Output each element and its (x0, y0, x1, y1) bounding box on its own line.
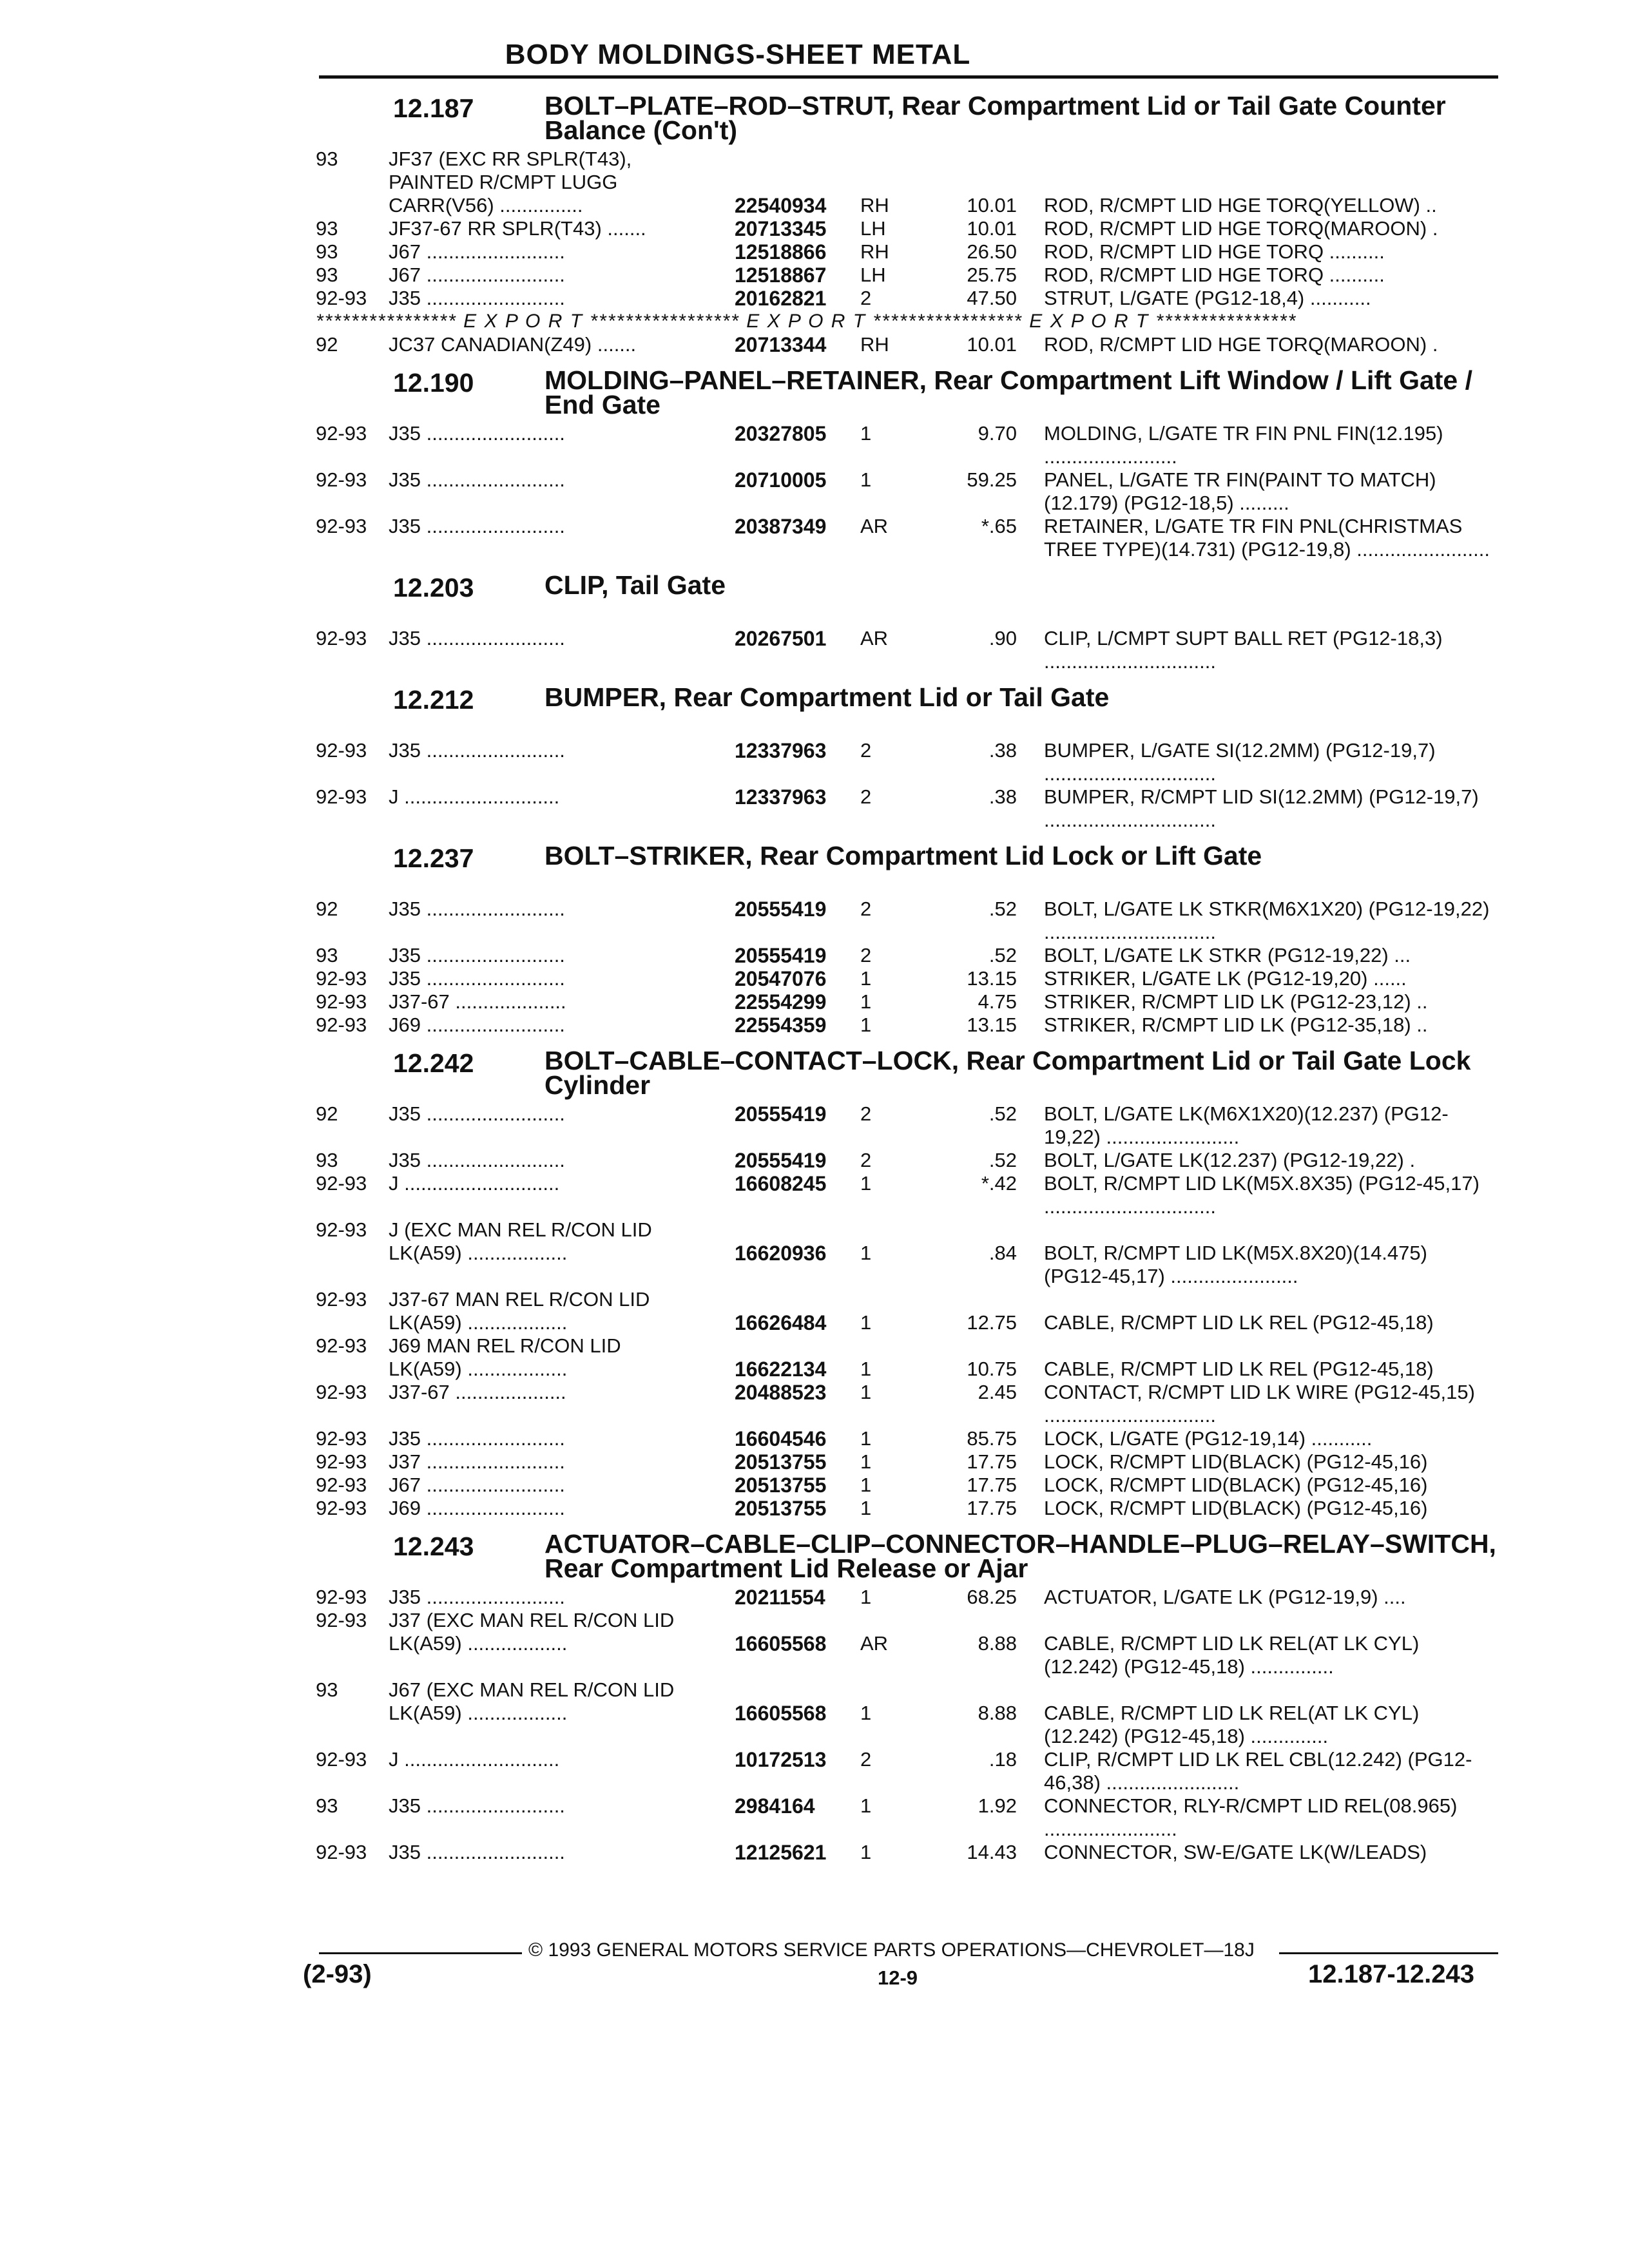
price: .38 (988, 739, 1017, 762)
quantity: 2 (860, 785, 872, 808)
quantity: 1 (860, 1427, 872, 1450)
quantity: 2 (860, 944, 872, 966)
vehicle-usage: J35 ......................... (389, 898, 565, 920)
vehicle-usage: J69 MAN REL R/CON LID LK(A59) .................. (389, 1334, 621, 1380)
footer-rule-left (319, 1952, 522, 1954)
model-year: 93 (316, 1149, 338, 1171)
quantity: 1 (860, 468, 872, 491)
part-description: LOCK, L/GATE (PG12-19,14) ........... (1044, 1427, 1373, 1450)
quantity: 1 (860, 1702, 872, 1724)
part-description: BOLT, L/GATE LK(12.237) (PG12-19,22) . (1044, 1149, 1416, 1171)
model-year: 92-93 (316, 1497, 367, 1519)
part-number: 20710005 (735, 468, 827, 492)
price: 26.50 (967, 240, 1017, 263)
price: .38 (988, 785, 1017, 808)
vehicle-usage: J37 ......................... (389, 1450, 565, 1473)
part-row (0, 1014, 1629, 1037)
part-number: 16620936 (735, 1242, 827, 1265)
model-year: 92-93 (316, 785, 367, 808)
part-number: 22554299 (735, 990, 827, 1014)
quantity: 1 (860, 1358, 872, 1380)
vehicle-usage: J69 ......................... (389, 1497, 565, 1519)
price: 17.75 (967, 1474, 1017, 1496)
model-year: 92-93 (316, 1381, 367, 1403)
part-row (0, 1334, 1629, 1381)
price: 47.50 (967, 287, 1017, 309)
quantity: 1 (860, 422, 872, 445)
part-row (0, 1450, 1629, 1474)
price: 1.92 (978, 1794, 1017, 1817)
vehicle-usage: J ............................ (389, 1172, 560, 1195)
part-number: 20327805 (735, 422, 827, 445)
part-row (0, 1149, 1629, 1172)
part-description: ROD, R/CMPT LID HGE TORQ(YELLOW) .. (1044, 194, 1437, 216)
price: .52 (988, 1102, 1017, 1125)
price: 17.75 (967, 1497, 1017, 1519)
part-description: ROD, R/CMPT LID HGE TORQ .......... (1044, 240, 1385, 263)
part-number: 12337963 (735, 785, 827, 809)
vehicle-usage: JF37-67 RR SPLR(T43) ....... (389, 217, 646, 240)
model-year: 92-93 (316, 287, 367, 309)
price: .84 (988, 1242, 1017, 1264)
part-number: 16605568 (735, 1702, 827, 1725)
section-title: CLIP, Tail Gate (545, 570, 726, 600)
section-number: 12.187 (393, 93, 474, 123)
page-title: BODY MOLDINGS-SHEET METAL (505, 39, 971, 70)
price: *.42 (981, 1172, 1017, 1195)
part-description: CABLE, R/CMPT LID LK REL (PG12-45,18) (1044, 1311, 1434, 1334)
model-year: 92-93 (316, 1014, 367, 1036)
quantity: AR (860, 515, 889, 537)
vehicle-usage: J35 ......................... (389, 1586, 565, 1608)
part-row (0, 967, 1629, 990)
part-description: STRIKER, R/CMPT LID LK (PG12-35,18) .. (1044, 1014, 1428, 1036)
catalog-section (0, 843, 1629, 1037)
part-row (0, 1288, 1629, 1334)
section-number: 12.242 (393, 1048, 474, 1078)
footer-copyright: © 1993 GENERAL MOTORS SERVICE PARTS OPERATIONS—CHEVROLET—18J (528, 1939, 1255, 1961)
vehicle-usage: J67 (EXC MAN REL R/CON LID LK(A59) .................. (389, 1678, 675, 1724)
price: .90 (988, 627, 1017, 649)
vehicle-usage: J35 ......................... (389, 287, 565, 309)
part-number: 16622134 (735, 1358, 827, 1381)
vehicle-usage: J37-67 .................... (389, 990, 566, 1013)
price: 9.70 (978, 422, 1017, 445)
model-year: 92-93 (316, 739, 367, 762)
vehicle-usage: J35 ......................... (389, 1841, 565, 1863)
price: 10.01 (967, 217, 1017, 240)
model-year: 92-93 (316, 1288, 367, 1311)
part-description: BUMPER, L/GATE SI(12.2MM) (PG12-19,7) ............................... (1044, 739, 1436, 785)
part-row (0, 1609, 1629, 1678)
part-description: CABLE, R/CMPT LID LK REL(AT LK CYL) (12.242) (PG12-45,18) .............. (1044, 1702, 1420, 1747)
section-title: BUMPER, Rear Compartment Lid or Tail Gate (545, 682, 1110, 712)
model-year: 92-93 (316, 1172, 367, 1195)
part-row (0, 1497, 1629, 1520)
part-number: 20267501 (735, 627, 827, 650)
part-number: 16626484 (735, 1311, 827, 1334)
model-year: 93 (316, 217, 338, 240)
part-number: 20387349 (735, 515, 827, 538)
part-row (0, 468, 1629, 515)
quantity: 2 (860, 1748, 872, 1771)
vehicle-usage: J67 ......................... (389, 264, 565, 286)
quantity: 2 (860, 739, 872, 762)
part-row (0, 1586, 1629, 1609)
price: 10.75 (967, 1358, 1017, 1380)
price: 4.75 (978, 990, 1017, 1013)
part-row (0, 1102, 1629, 1149)
part-number: 12518867 (735, 264, 827, 287)
model-year: 93 (316, 1794, 338, 1817)
price: .52 (988, 944, 1017, 966)
vehicle-usage: J35 ......................... (389, 627, 565, 649)
footer-rule-right (1279, 1952, 1498, 1954)
price: 2.45 (978, 1381, 1017, 1403)
price: 25.75 (967, 264, 1017, 286)
model-year: 92-93 (316, 990, 367, 1013)
part-description: ROD, R/CMPT LID HGE TORQ(MAROON) . (1044, 333, 1438, 356)
vehicle-usage: J35 ......................... (389, 1794, 565, 1817)
header-rule (319, 75, 1498, 79)
part-description: BOLT, L/GATE LK STKR(M6X1X20) (PG12-19,22) ............................... (1044, 898, 1490, 943)
part-number: 16605568 (735, 1632, 827, 1655)
vehicle-usage: J35 ......................... (389, 1102, 565, 1125)
part-number: 12125621 (735, 1841, 827, 1864)
price: 8.88 (978, 1632, 1017, 1655)
section-number: 12.190 (393, 368, 474, 398)
part-row (0, 739, 1629, 785)
part-number: 20211554 (735, 1586, 825, 1609)
part-description: BOLT, L/GATE LK STKR (PG12-19,22) ... (1044, 944, 1411, 966)
vehicle-usage: J35 ......................... (389, 1427, 565, 1450)
model-year: 92-93 (316, 627, 367, 649)
part-description: ACTUATOR, L/GATE LK (PG12-19,9) .... (1044, 1586, 1406, 1608)
part-description: BOLT, R/CMPT LID LK(M5X.8X35) (PG12-45,17) ............................... (1044, 1172, 1480, 1218)
model-year: 93 (316, 240, 338, 263)
part-description: CLIP, L/CMPT SUPT BALL RET (PG12-18,3) ............................... (1044, 627, 1443, 673)
quantity: 1 (860, 1474, 872, 1496)
part-row (0, 1172, 1629, 1218)
price: 59.25 (967, 468, 1017, 491)
part-description: LOCK, R/CMPT LID(BLACK) (PG12-45,16) (1044, 1474, 1428, 1496)
vehicle-usage: J35 ......................... (389, 944, 565, 966)
vehicle-usage: J37-67 .................... (389, 1381, 566, 1403)
part-number: 2984164 (735, 1794, 815, 1818)
model-year: 93 (316, 944, 338, 966)
export-divider: **************** E X P O R T ***************** E X P O R T ***************** E X P O R T **************** (316, 311, 1297, 332)
part-description: CABLE, R/CMPT LID LK REL (PG12-45,18) (1044, 1358, 1434, 1380)
part-description: BUMPER, R/CMPT LID SI(12.2MM) (PG12-19,7) ............................... (1044, 785, 1479, 831)
section-title: ACTUATOR–CABLE–CLIP–CONNECTOR–HANDLE–PLUG–RELAY–SWITCH, Rear Compartment Lid Release or Ajar (545, 1529, 1496, 1583)
part-row (0, 515, 1629, 561)
part-description: RETAINER, L/GATE TR FIN PNL(CHRISTMAS TREE TYPE)(14.731) (PG12-19,8) ........................ (1044, 515, 1490, 561)
part-number: 20513755 (735, 1450, 827, 1474)
model-year: 92-93 (316, 1609, 367, 1631)
vehicle-usage: J35 ......................... (389, 422, 565, 445)
section-number: 12.243 (393, 1532, 474, 1561)
part-description: LOCK, R/CMPT LID(BLACK) (PG12-45,16) (1044, 1450, 1428, 1473)
footer-section-range: 12.187-12.243 (1308, 1960, 1475, 1988)
part-row (0, 240, 1629, 264)
part-number: 20555419 (735, 898, 827, 921)
part-number: 20488523 (735, 1381, 827, 1404)
quantity: 1 (860, 1497, 872, 1519)
footer-page-number: 12-9 (878, 1966, 918, 1989)
vehicle-usage: J ............................ (389, 785, 560, 808)
part-row (0, 944, 1629, 967)
price: 10.01 (967, 333, 1017, 356)
part-row (0, 1678, 1629, 1748)
part-row (0, 287, 1629, 310)
catalog-section (0, 365, 1629, 561)
part-description: LOCK, R/CMPT LID(BLACK) (PG12-45,16) (1044, 1497, 1428, 1519)
model-year: 92-93 (316, 1586, 367, 1608)
section-title: BOLT–CABLE–CONTACT–LOCK, Rear Compartment Lid or Tail Gate Lock Cylinder (545, 1046, 1471, 1100)
part-row (0, 148, 1629, 217)
section-heading (0, 843, 1629, 894)
part-row (0, 1218, 1629, 1288)
part-row (0, 1381, 1629, 1427)
quantity: 1 (860, 1450, 872, 1473)
quantity: AR (860, 627, 889, 649)
quantity: 1 (860, 967, 872, 990)
part-row (0, 1474, 1629, 1497)
part-number: 20555419 (735, 1102, 827, 1126)
part-row (0, 990, 1629, 1014)
section-title: MOLDING–PANEL–RETAINER, Rear Compartment Lift Window / Lift Gate / End Gate (545, 365, 1473, 419)
section-heading (0, 365, 1629, 419)
part-row (0, 898, 1629, 944)
vehicle-usage: J67 ......................... (389, 240, 565, 263)
price: .52 (988, 1149, 1017, 1171)
quantity: RH (860, 194, 889, 216)
part-description: CONTACT, R/CMPT LID LK WIRE (PG12-45,15) ............................... (1044, 1381, 1475, 1427)
part-description: CLIP, R/CMPT LID LK REL CBL(12.242) (PG12-46,38) ........................ (1044, 1748, 1472, 1794)
part-row (0, 217, 1629, 240)
section-heading (0, 1529, 1629, 1583)
part-number: 20555419 (735, 944, 827, 967)
quantity: 1 (860, 1172, 872, 1195)
quantity: RH (860, 333, 889, 356)
part-row (0, 785, 1629, 832)
vehicle-usage: J35 ......................... (389, 739, 565, 762)
section-number: 12.212 (393, 685, 474, 715)
section-heading (0, 93, 1629, 144)
vehicle-usage: JF37 (EXC RR SPLR(T43), PAINTED R/CMPT LUGG CARR(V56) ............... (389, 148, 632, 216)
quantity: AR (860, 1632, 889, 1655)
price: 12.75 (967, 1311, 1017, 1334)
vehicle-usage: J ............................ (389, 1748, 560, 1771)
part-number: 22540934 (735, 194, 827, 217)
part-number: 20162821 (735, 287, 827, 310)
model-year: 92-93 (316, 422, 367, 445)
part-row (0, 1427, 1629, 1450)
part-row (0, 1841, 1629, 1864)
part-number: 16604546 (735, 1427, 827, 1450)
vehicle-usage: J35 ......................... (389, 468, 565, 491)
part-number: 10172513 (735, 1748, 827, 1771)
quantity: 1 (860, 1311, 872, 1334)
quantity: RH (860, 240, 889, 263)
price: .52 (988, 898, 1017, 920)
quantity: 2 (860, 287, 872, 309)
price: 8.88 (978, 1702, 1017, 1724)
section-title: BOLT–PLATE–ROD–STRUT, Rear Compartment Lid or Tail Gate Counter Balance (Con't) (545, 91, 1446, 145)
quantity: 1 (860, 1841, 872, 1863)
part-number: 16608245 (735, 1172, 827, 1195)
model-year: 93 (316, 148, 338, 170)
part-number: 20713345 (735, 217, 827, 240)
quantity: 2 (860, 1149, 872, 1171)
vehicle-usage: J69 ......................... (389, 1014, 565, 1036)
vehicle-usage: J37-67 MAN REL R/CON LID LK(A59) .................. (389, 1288, 650, 1334)
part-number: 20513755 (735, 1474, 827, 1497)
model-year: 92 (316, 1102, 338, 1125)
model-year: 92-93 (316, 1748, 367, 1771)
parts-catalog-content (0, 93, 1629, 1864)
price: 14.43 (967, 1841, 1017, 1863)
part-description: PANEL, L/GATE TR FIN(PAINT TO MATCH)(12.179) (PG12-18,5) ......... (1044, 468, 1436, 514)
quantity: 2 (860, 898, 872, 920)
catalog-section (0, 1048, 1629, 1520)
vehicle-usage: J (EXC MAN REL R/CON LID LK(A59) .................. (389, 1218, 652, 1264)
part-number: 20547076 (735, 967, 827, 990)
vehicle-usage: J67 ......................... (389, 1474, 565, 1496)
price: 17.75 (967, 1450, 1017, 1473)
part-row (0, 333, 1629, 356)
section-heading (0, 1048, 1629, 1099)
section-heading (0, 570, 1629, 623)
price: 85.75 (967, 1427, 1017, 1450)
catalog-section (0, 570, 1629, 673)
quantity: 1 (860, 1242, 872, 1264)
model-year: 92-93 (316, 1450, 367, 1473)
quantity: LH (860, 217, 886, 240)
part-description: CABLE, R/CMPT LID LK REL(AT LK CYL) (12.242) (PG12-45,18) ............... (1044, 1632, 1420, 1678)
price: 10.01 (967, 194, 1017, 216)
part-description: CONNECTOR, RLY-R/CMPT LID REL(08.965) ........................ (1044, 1794, 1458, 1840)
vehicle-usage: JC37 CANADIAN(Z49) ....... (389, 333, 637, 356)
part-number: 12518866 (735, 240, 827, 264)
part-number: 12337963 (735, 739, 827, 762)
part-number: 20713344 (735, 333, 827, 356)
part-description: STRIKER, L/GATE LK (PG12-19,20) ...... (1044, 967, 1407, 990)
vehicle-usage: J37 (EXC MAN REL R/CON LID LK(A59) .................. (389, 1609, 675, 1655)
part-row (0, 264, 1629, 287)
model-year: 92 (316, 898, 338, 920)
part-description: ROD, R/CMPT LID HGE TORQ .......... (1044, 264, 1385, 286)
vehicle-usage: J35 ......................... (389, 1149, 565, 1171)
price: *.65 (981, 515, 1017, 537)
quantity: 1 (860, 990, 872, 1013)
quantity: 2 (860, 1102, 872, 1125)
model-year: 92-93 (316, 1427, 367, 1450)
section-number: 12.237 (393, 843, 474, 873)
part-description: STRIKER, R/CMPT LID LK (PG12-23,12) .. (1044, 990, 1428, 1013)
section-title: BOLT–STRIKER, Rear Compartment Lid Lock or Lift Gate (545, 841, 1262, 870)
model-year: 93 (316, 1678, 338, 1701)
catalog-section (0, 682, 1629, 832)
model-year: 92-93 (316, 468, 367, 491)
price: .18 (988, 1748, 1017, 1771)
model-year: 92-93 (316, 967, 367, 990)
vehicle-usage: J35 ......................... (389, 515, 565, 537)
model-year: 92-93 (316, 1841, 367, 1863)
catalog-section (0, 1529, 1629, 1864)
price: 68.25 (967, 1586, 1017, 1608)
section-heading (0, 682, 1629, 735)
model-year: 92-93 (316, 1474, 367, 1496)
part-number: 20555419 (735, 1149, 827, 1172)
vehicle-usage: J35 ......................... (389, 967, 565, 990)
model-year: 92-93 (316, 1334, 367, 1357)
part-row (0, 1748, 1629, 1794)
quantity: 1 (860, 1381, 872, 1403)
quantity: 1 (860, 1794, 872, 1817)
part-description: ROD, R/CMPT LID HGE TORQ(MAROON) . (1044, 217, 1438, 240)
quantity: 1 (860, 1014, 872, 1036)
price: 13.15 (967, 1014, 1017, 1036)
part-description: BOLT, L/GATE LK(M6X1X20)(12.237) (PG12-19,22) ........................ (1044, 1102, 1449, 1148)
footer-revision-date: (2-93) (303, 1960, 372, 1988)
catalog-section (0, 93, 1629, 356)
part-row (0, 422, 1629, 468)
part-number: 20513755 (735, 1497, 827, 1520)
section-number: 12.203 (393, 573, 474, 602)
model-year: 92-93 (316, 515, 367, 537)
part-description: BOLT, R/CMPT LID LK(M5X.8X20)(14.475) (PG12-45,17) ....................... (1044, 1242, 1427, 1287)
quantity: 1 (860, 1586, 872, 1608)
model-year: 93 (316, 264, 338, 286)
price: 13.15 (967, 967, 1017, 990)
part-row (0, 1794, 1629, 1841)
model-year: 92 (316, 333, 338, 356)
part-description: CONNECTOR, SW-E/GATE LK(W/LEADS) (1044, 1841, 1427, 1863)
part-description: MOLDING, L/GATE TR FIN PNL FIN(12.195) ........................ (1044, 422, 1443, 468)
part-description: STRUT, L/GATE (PG12-18,4) ........... (1044, 287, 1371, 309)
part-row (0, 627, 1629, 673)
model-year: 92-93 (316, 1218, 367, 1241)
part-number: 22554359 (735, 1014, 827, 1037)
quantity: LH (860, 264, 886, 286)
